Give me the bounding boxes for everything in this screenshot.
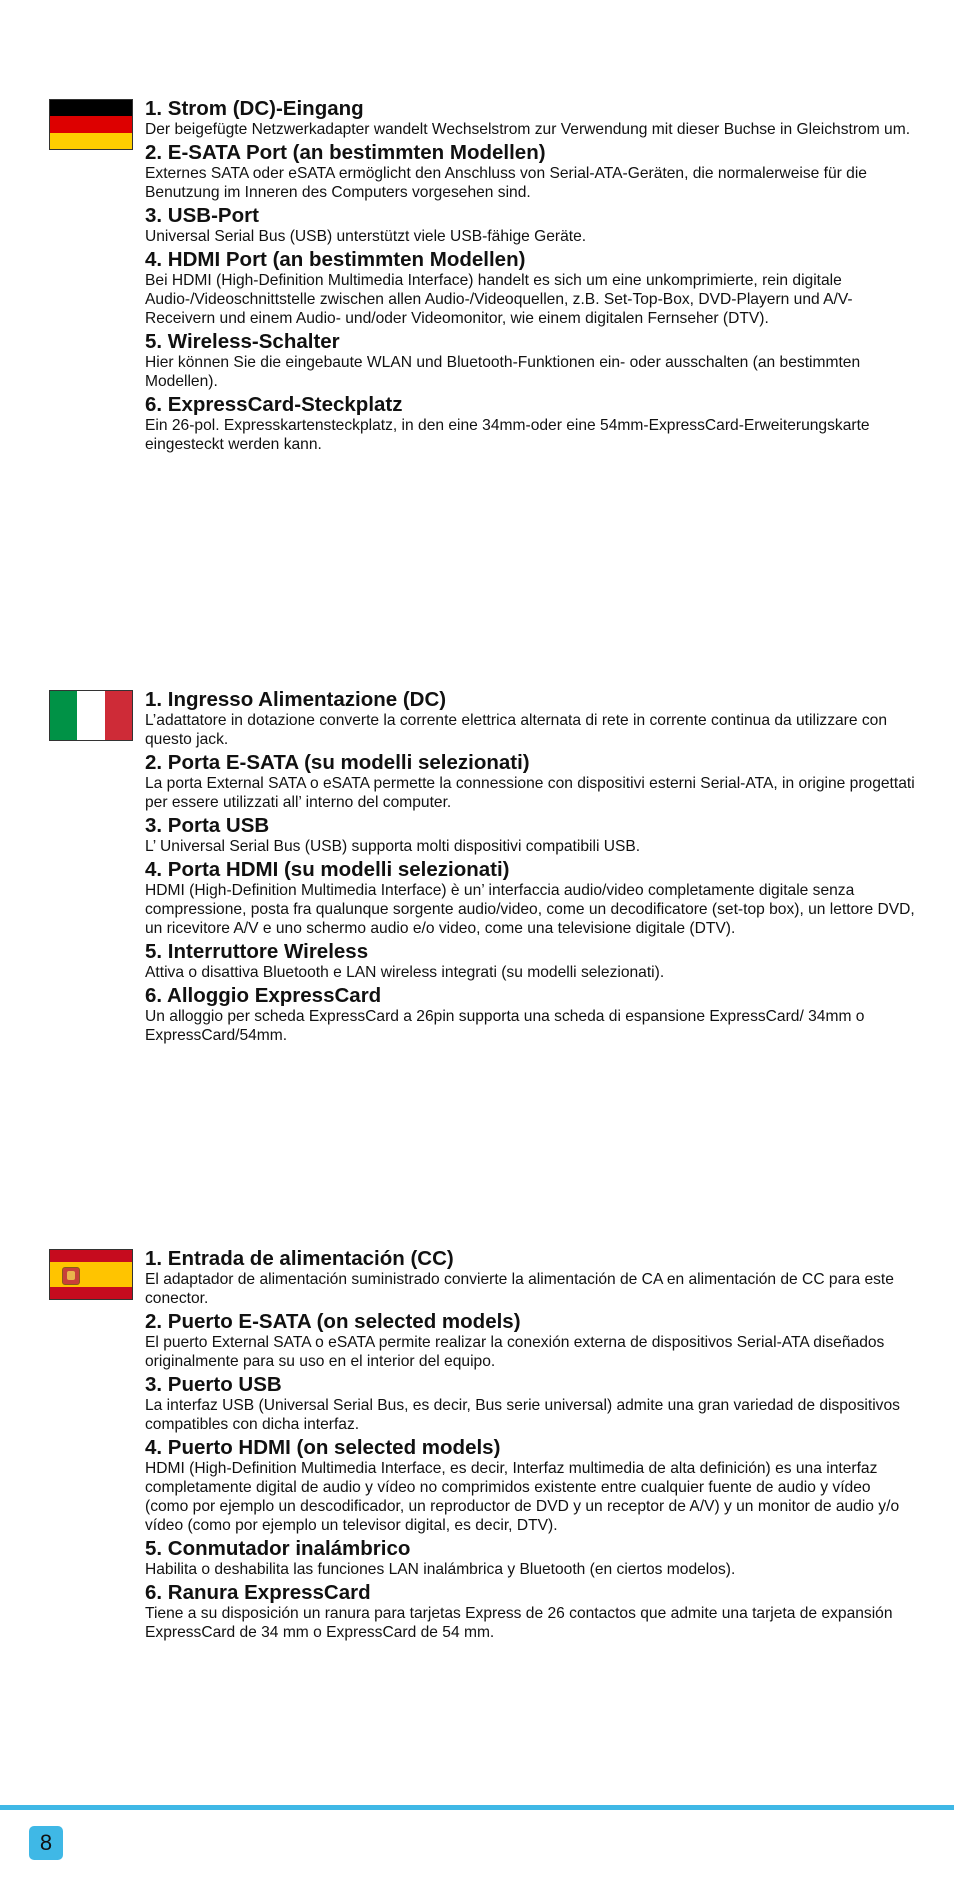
item-description: Habilita o deshabilita las funciones LAN inalámbrica y Bluetooth (en ciertos modelos). (145, 1561, 736, 1578)
list-item (145, 1247, 915, 1308)
item-description: HDMI (High-Definition Multimedia Interface, es decir, Interfaz multimedia de alta definición) es una interfaz completamente digital de audio y vídeo no comprimidos existente entre cualquier fuente de audio y vídeo (como por ejemplo un descodificador, un reproductor de DVD y un receptor de A/V) y un monitor de audio y/o vídeo (como por ejemplo un televisor digital, es decir, DTV). (145, 1460, 900, 1534)
list-item (145, 1537, 915, 1579)
spanish-item-list (145, 1247, 915, 1644)
flag-band-white (77, 691, 104, 740)
list-item (145, 814, 915, 856)
item-heading: 6. Alloggio ExpressCard (145, 984, 382, 1007)
item-heading: 2. E-SATA Port (an bestimmten Modellen) (145, 141, 546, 164)
flag-band-black (50, 100, 132, 116)
list-item (145, 330, 915, 391)
item-heading: 3. Puerto USB (145, 1373, 282, 1396)
item-description: Externes SATA oder eSATA ermöglicht den Anschluss von Serial-ATA-Geräten, die normalerweise für die Benutzung im Inneren des Computers vorgesehen sind. (145, 165, 867, 201)
item-description: L’ Universal Serial Bus (USB) supporta molti dispositivi compatibili USB. (145, 838, 641, 855)
spanish-flag-icon (49, 1249, 133, 1300)
flag-band-yellow (50, 1262, 132, 1287)
item-heading: 4. Puerto HDMI (on selected models) (145, 1436, 501, 1459)
footer-divider (0, 1805, 954, 1810)
list-item (145, 940, 915, 982)
item-description: HDMI (High-Definition Multimedia Interface) è un’ interfaccia audio/video completamente digitale senza compressione, posta fra qualunque sorgente audio/video, come un decodificatore (set-top box), un lettore DVD, un ricevitore A/V e uno schermo audio e/o video, come una televisione digitale (DTV). (145, 882, 915, 937)
list-item (145, 984, 915, 1045)
flag-band-red (50, 1287, 132, 1299)
list-item (145, 858, 915, 938)
list-item (145, 1436, 915, 1535)
item-description: Attiva o disattiva Bluetooth e LAN wireless integrati (su modelli selezionati). (145, 964, 665, 981)
item-heading: 4. Porta HDMI (su modelli selezionati) (145, 858, 510, 881)
german-item-list (145, 97, 915, 456)
item-heading: 1. Strom (DC)-Eingang (145, 97, 364, 120)
item-heading: 5. Wireless-Schalter (145, 330, 340, 353)
item-description: Hier können Sie die eingebaute WLAN und Bluetooth-Funktionen ein- oder ausschalten (an bestimmten Modellen). (145, 354, 861, 390)
item-description: Un alloggio per scheda ExpressCard a 26pin supporta una scheda di espansione ExpressCard/ 34mm o ExpressCard/54mm. (145, 1008, 865, 1044)
list-item (145, 688, 915, 749)
item-description: Ein 26-pol. Expresskartensteckplatz, in den eine 34mm-oder eine 54mm-ExpressCard-Erweiterungskarte eingesteckt werden kann. (145, 417, 870, 453)
italian-flag-icon (49, 690, 133, 741)
item-description: Tiene a su disposición un ranura para tarjetas Express de 26 contactos que admite una tarjeta de expansión ExpressCard de 34 mm o ExpressCard de 54 mm. (145, 1605, 893, 1641)
item-heading: 2. Porta E-SATA (su modelli selezionati) (145, 751, 530, 774)
list-item (145, 751, 915, 812)
item-description: La porta External SATA o eSATA permette la connessione con dispositivi esterni Serial-ATA, in origine progettati per essere utilizzati all’ interno del computer. (145, 775, 915, 811)
item-description: Bei HDMI (High-Definition Multimedia Interface) handelt es sich um eine unkomprimierte, rein digitale Audio-/Videoschnittstelle zwischen allen Audio-/Videoquellen, z.B. Set-Top-Box, DVD-Playern und A/V-Receivern und einem Audio- und/oder Videomonitor, wie einem digitalen Fernseher (DTV). (145, 272, 853, 327)
list-item (145, 1373, 915, 1434)
item-description: L’adattatore in dotazione converte la corrente elettrica alternata di rete in corrente continua da utilizzare con questo jack. (145, 712, 888, 748)
item-description: Der beigefügte Netzwerkadapter wandelt Wechselstrom zur Verwendung mit dieser Buchse in Gleichstrom um. (145, 121, 911, 138)
item-heading: 3. USB-Port (145, 204, 259, 227)
item-description: Universal Serial Bus (USB) unterstützt viele USB-fähige Geräte. (145, 228, 587, 245)
list-item (145, 204, 915, 246)
item-heading: 3. Porta USB (145, 814, 270, 837)
list-item (145, 248, 915, 328)
list-item (145, 97, 915, 139)
coat-of-arms-icon (62, 1267, 80, 1285)
item-heading: 6. Ranura ExpressCard (145, 1581, 371, 1604)
list-item (145, 1310, 915, 1371)
flag-band-gold (50, 133, 132, 149)
list-item (145, 393, 915, 454)
german-flag-icon (49, 99, 133, 150)
flag-band-red (105, 691, 132, 740)
page-number: 8 (29, 1826, 63, 1860)
list-item (145, 1581, 915, 1642)
item-heading: 6. ExpressCard-Steckplatz (145, 393, 403, 416)
italian-item-list (145, 688, 915, 1047)
flag-band-green (50, 691, 77, 740)
item-heading: 5. Conmutador inalámbrico (145, 1537, 411, 1560)
item-heading: 4. HDMI Port (an bestimmten Modellen) (145, 248, 526, 271)
item-heading: 1. Entrada de alimentación (CC) (145, 1247, 454, 1270)
item-heading: 5. Interruttore Wireless (145, 940, 369, 963)
item-description: El adaptador de alimentación suministrado convierte la alimentación de CA en alimentación de CC para este conector. (145, 1271, 894, 1307)
item-heading: 2. Puerto E-SATA (on selected models) (145, 1310, 521, 1333)
list-item (145, 141, 915, 202)
item-description: El puerto External SATA o eSATA permite realizar la conexión externa de dispositivos Serial-ATA diseñados originalmente para su uso en el interior del equipo. (145, 1334, 885, 1370)
flag-band-red (50, 116, 132, 132)
item-heading: 1. Ingresso Alimentazione (DC) (145, 688, 447, 711)
item-description: La interfaz USB (Universal Serial Bus, es decir, Bus serie universal) admite una gran variedad de dispositivos compatibles con dicha interfaz. (145, 1397, 900, 1433)
flag-band-red (50, 1250, 132, 1262)
